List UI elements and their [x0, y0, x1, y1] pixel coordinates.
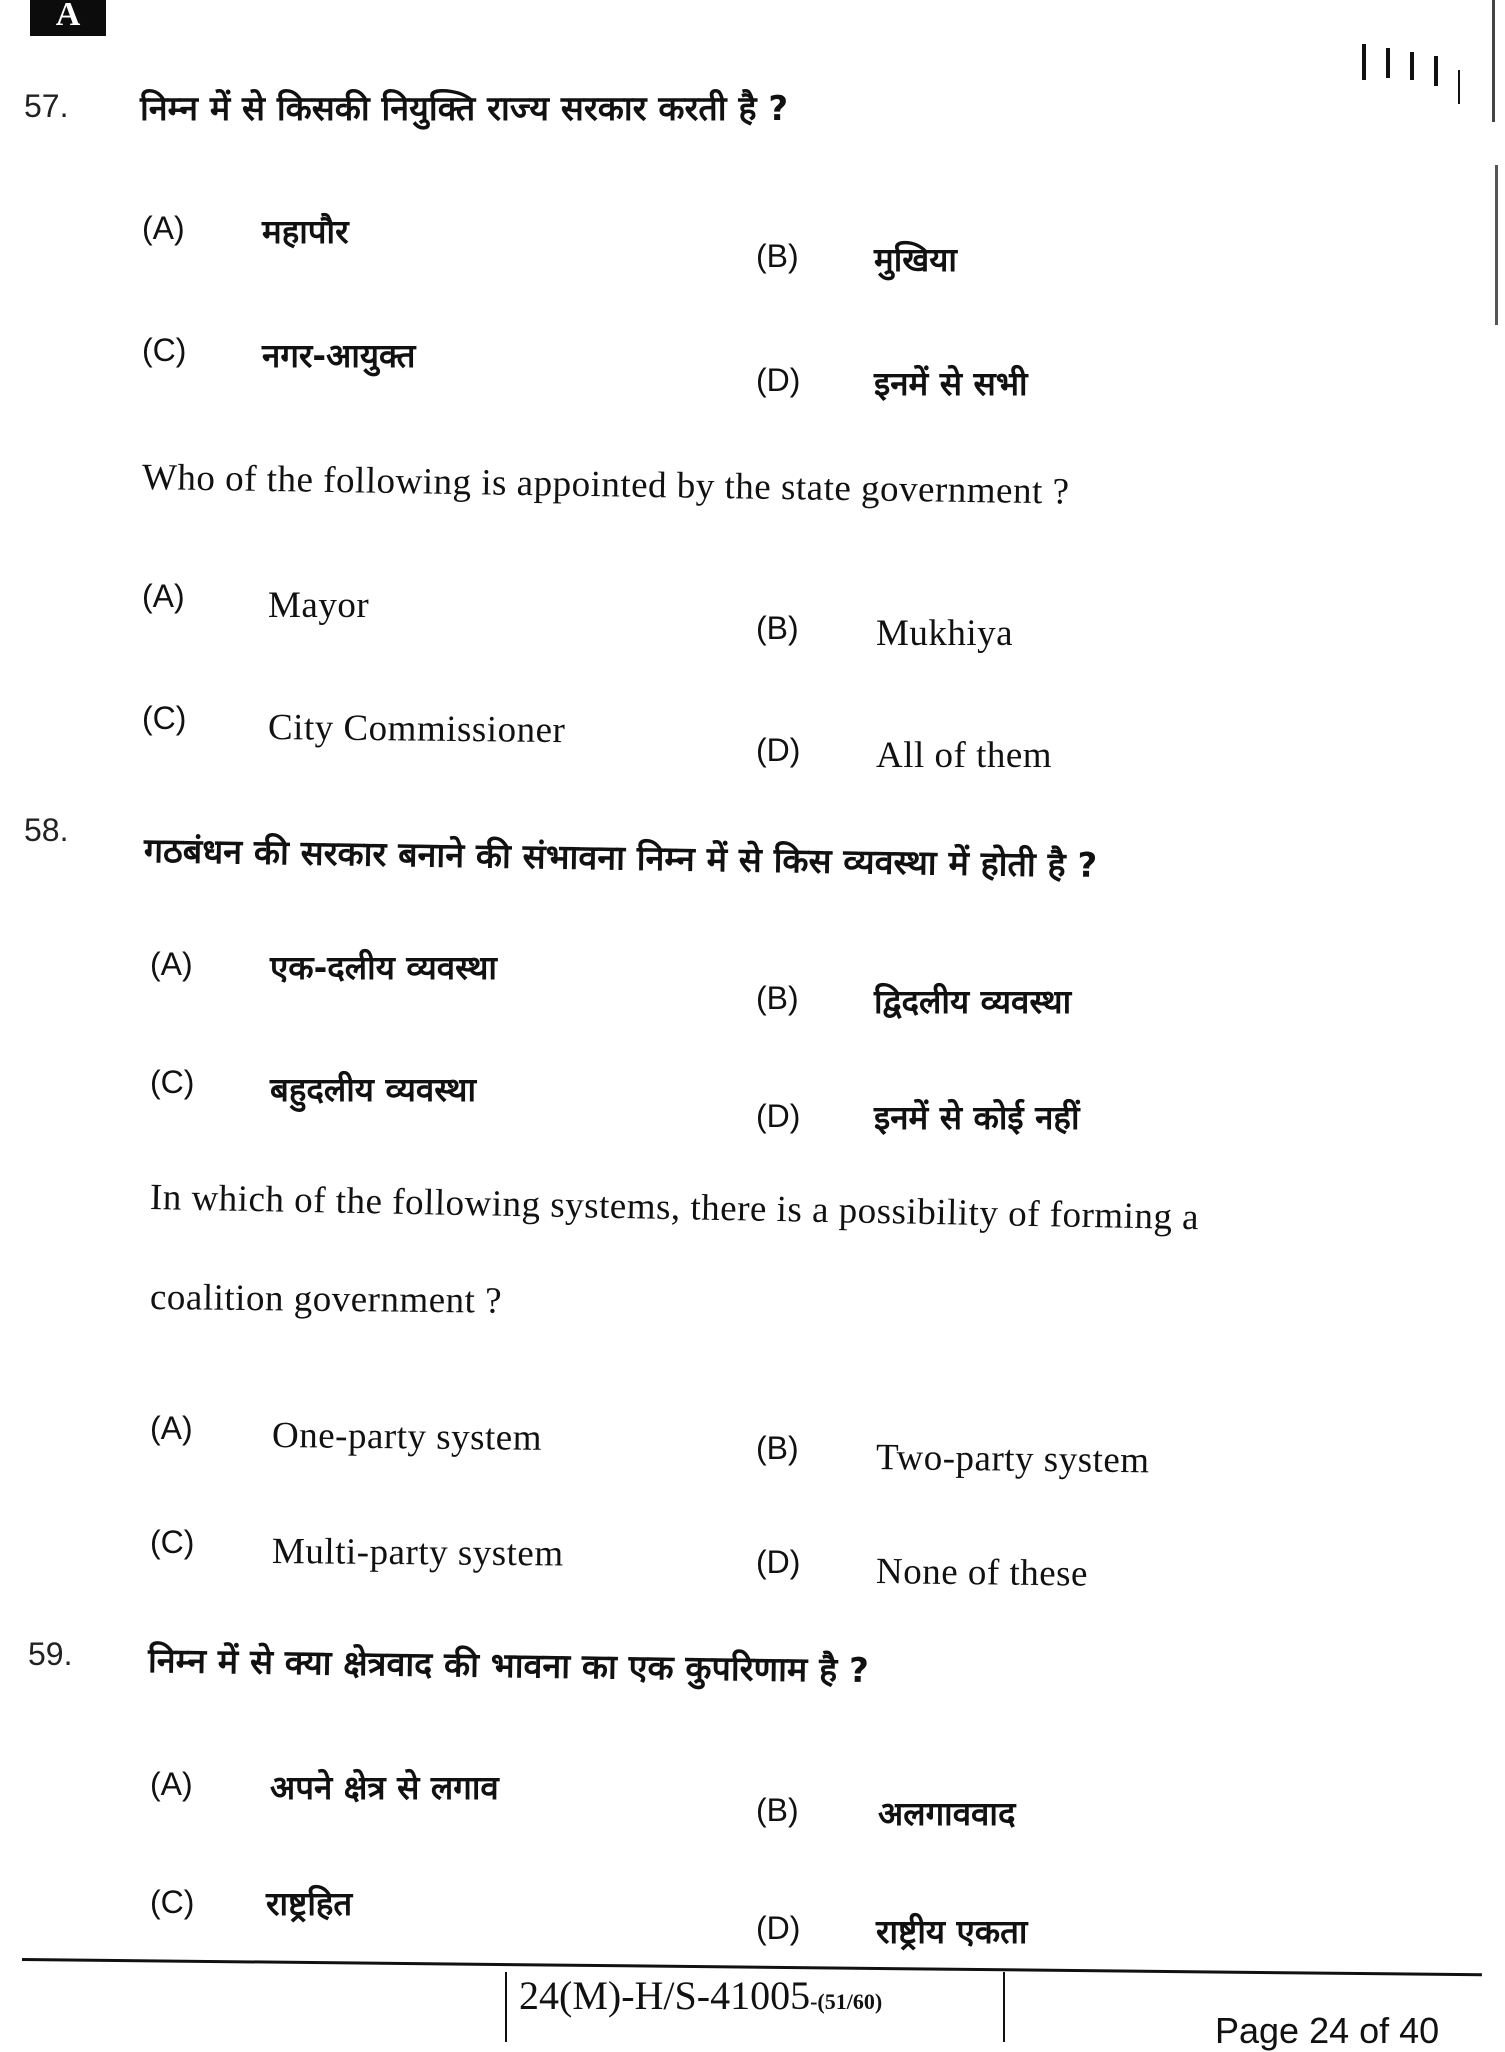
option-text: इनमें से सभी: [874, 364, 1028, 403]
booklet-series-badge: A: [30, 0, 106, 36]
option-text: अपने क्षेत्र से लगाव: [270, 1768, 499, 1807]
option-label: (B): [756, 1792, 799, 1828]
page-edge-rule: [1492, 0, 1495, 122]
option-label: (B): [756, 1430, 799, 1466]
question-text-english-line2: coalition government ?: [149, 1277, 503, 1322]
option-text: द्विदलीय व्यवस्था: [874, 982, 1072, 1021]
option-text: एक-दलीय व्यवस्था: [270, 948, 497, 987]
option-label: (B): [756, 980, 799, 1016]
option-label: (A): [142, 210, 185, 246]
option-label: (D): [756, 732, 801, 768]
question-number: 58.: [24, 812, 69, 848]
option-text: One-party system: [271, 1415, 543, 1459]
option-label: (A): [142, 578, 185, 614]
page-edge-rule: [1495, 165, 1498, 325]
option-text: Mayor: [268, 585, 370, 626]
question-text-english: In which of the following systems, there is a possibility of forming a: [149, 1177, 1200, 1239]
question-text-english: Who of the following is appointed by the state government ?: [141, 457, 1070, 513]
option-text: मुखिया: [874, 240, 957, 279]
option-label: (A): [150, 1410, 193, 1446]
page-number: Page 24 of 40: [1215, 2010, 1440, 2051]
option-text: राष्ट्रीय एकता: [876, 1912, 1028, 1951]
option-text: अलगाववाद: [878, 1794, 1016, 1833]
registration-marks: [1362, 44, 1460, 104]
option-label: (B): [756, 610, 799, 646]
option-label: (C): [150, 1524, 195, 1560]
option-text: इनमें से कोई नहीं: [874, 1098, 1080, 1137]
option-label: (C): [150, 1884, 195, 1920]
option-label: (A): [150, 1766, 193, 1802]
option-text: None of these: [875, 1551, 1089, 1595]
question-text-hindi: निम्न में से क्या क्षेत्रवाद की भावना का एक कुपरिणाम है ?: [147, 1641, 870, 1692]
option-label: (C): [150, 1064, 195, 1100]
option-text: Mukhiya: [876, 613, 1014, 654]
paper-code: [505, 1972, 1005, 2042]
option-label: (A): [150, 946, 193, 982]
option-text: महापौर: [262, 212, 349, 251]
question-text-hindi: निम्न में से किसकी नियुक्ति राज्य सरकार करती है ?: [140, 89, 789, 129]
option-label: (C): [142, 700, 187, 736]
question-text-hindi: गठबंधन की सरकार बनाने की संभावना निम्न में से किस व्यवस्था में होती है ?: [143, 831, 1098, 886]
option-label: (D): [756, 1544, 801, 1580]
option-label: (D): [756, 1098, 801, 1134]
option-text: All of them: [876, 735, 1053, 776]
option-text: नगर-आयुक्त: [262, 336, 416, 375]
option-text: Two-party system: [875, 1437, 1150, 1482]
option-label: (D): [756, 1910, 801, 1946]
option-label: (C): [142, 332, 187, 368]
option-text: City Commissioner: [267, 707, 566, 752]
question-number: 59.: [28, 1636, 73, 1672]
option-label: (B): [756, 238, 799, 274]
question-number: 57.: [24, 88, 69, 124]
paper-code-suffix: -(51/60): [810, 1989, 883, 2014]
option-label: (D): [756, 362, 801, 398]
option-text: राष्ट्रहित: [266, 1884, 353, 1923]
paper-code-text: 24(M)-H/S-41005: [519, 1973, 811, 2018]
option-text: Multi-party system: [271, 1531, 564, 1575]
option-text: बहुदलीय व्यवस्था: [270, 1070, 477, 1109]
